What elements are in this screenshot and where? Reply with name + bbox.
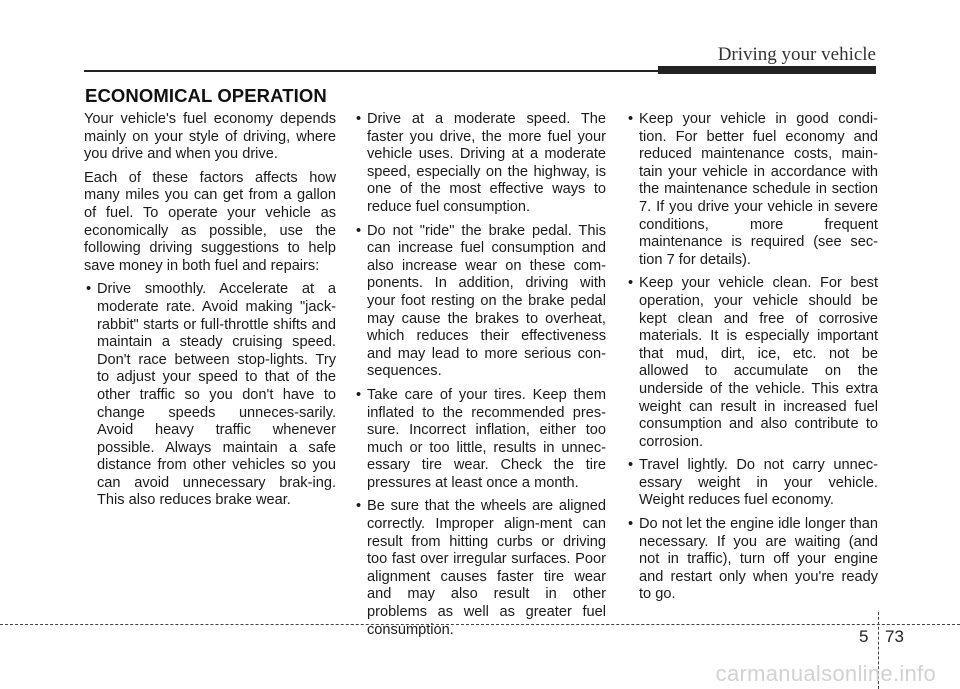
watermark: carmanualsonline.info <box>715 661 936 686</box>
list-item: • Take care of your tires. Keep them inflated to the recommended pres-sure. Incorrect inflation, either too much or too little, results in unnec-essary tire wear. Check the tire pressures at least once a month. <box>354 387 606 493</box>
list-item: • Keep your vehicle in good condi-tion. For better fuel economy and reduced maintenance costs, main-tain your vehicle in accordance with the maintenance schedule in section 7. If you drive your vehicle in severe conditions, more frequent maintenance is required (see sec-tion 7 for details). <box>626 111 878 269</box>
tips-list <box>626 111 878 604</box>
list-item: • Do not let the engine idle longer than necessary. If you are waiting (and not in traffic), turn off your engine and restart only when you're ready to go. <box>626 516 878 604</box>
list-item: • Drive at a moderate speed. The faster you drive, the more fuel your vehicle uses. Driving at a moderate speed, especially on the highway, is one of the most effective ways to reduce fuel consumption. <box>354 111 606 217</box>
tips-list <box>354 111 606 639</box>
page-number: 73 <box>885 627 904 646</box>
footer-rule <box>0 624 960 625</box>
chapter-title: Driving your vehicle <box>717 44 876 65</box>
column-1 <box>84 111 336 516</box>
header-bar <box>658 66 876 74</box>
list-item: • Be sure that the wheels are aligned correctly. Improper align-ment can result from hitting curbs or driving too fast over irregular surfaces. Poor alignment causes faster tire wear and may also result in other problems as well as greater fuel consumption. <box>354 498 606 639</box>
section-title: ECONOMICAL OPERATION <box>85 85 327 106</box>
list-item: • Keep your vehicle clean. For best operation, your vehicle should be kept clean and free of corrosive materials. It is especially important that mud, dirt, ice, etc. not be allowed to accumulate on the underside of the vehicle. This extra weight can result in increased fuel consumption and also contribute to corrosion. <box>626 275 878 451</box>
paragraph: Each of these factors affects how many miles you can get from a gallon of fuel. To operate your vehicle as economically as possible, use the following driving suggestions to help save money in both fuel and repairs: <box>84 169 336 274</box>
column-3 <box>626 111 878 610</box>
paragraph: Your vehicle's fuel economy depends mainly on your style of driving, where you drive and when you drive. <box>84 111 336 163</box>
list-item: • Drive smoothly. Accelerate at a moderate rate. Avoid making "jack-rabbit" starts or full-throttle shifts and maintain a steady cruising speed. Don't race between stop-lights. Try to adjust your speed to that of the other traffic so you don't have to change speeds unneces-sarily. Avoid heavy traffic whenever possible. Always maintain a safe distance from other vehicles so you can avoid unnecessary brak-ing. This also reduces brake wear. <box>84 281 336 510</box>
section-number: 5 <box>859 627 869 646</box>
list-item: • Travel lightly. Do not carry unnec-essary weight in your vehicle. Weight reduces fuel economy. <box>626 457 878 510</box>
header-rule <box>84 70 658 72</box>
tips-list <box>84 281 336 510</box>
column-2 <box>354 111 606 645</box>
list-item: • Do not "ride" the brake pedal. This can increase fuel consumption and also increase wear on these com-ponents. In addition, driving with your foot resting on the brake pedal may cause the brakes to overheat, which reduces their effectiveness and may lead to more serious con-sequences. <box>354 223 606 381</box>
